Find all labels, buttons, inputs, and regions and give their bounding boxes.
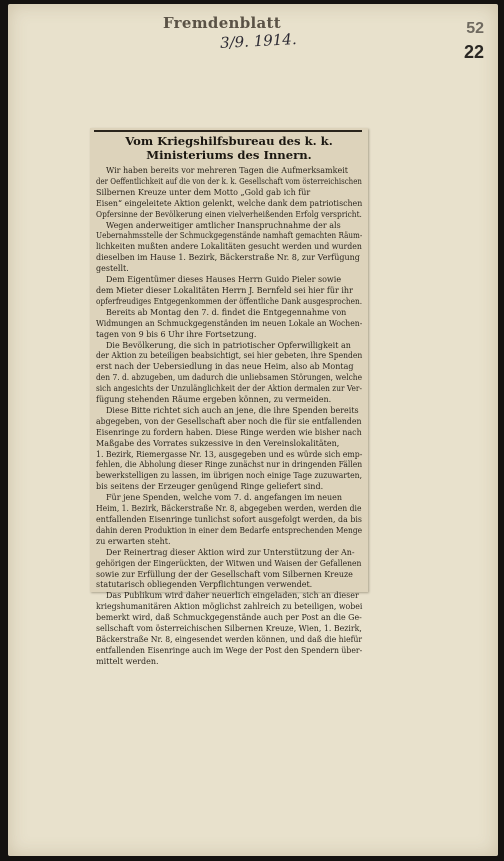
clipping-line: zu erwarten steht. <box>96 536 171 546</box>
clipping-line: der Aktion zu beteiligen beabsichtigt, sei hier gebeten, ihre Spenden <box>96 351 363 361</box>
clipping-line: opferfreudiges Entgegenkommen der öffentliche Dank ausgesprochen. <box>96 296 363 306</box>
clipping-title: Vom Kriegshilfsbureau des k. k. Ministeriums des Innern. <box>125 134 333 162</box>
clipping-line: Silbernen Kreuze unter dem Motto „Gold gab ich für <box>96 187 311 197</box>
clipping-line: fügung stehenden Räume ergeben können, zu vermeiden. <box>96 395 332 405</box>
clipping-line: Heim, 1. Bezirk, Bäckerstraße Nr. 8, abgegeben werden, werden die <box>96 504 362 514</box>
clipping-line: abgegeben, von der Gesellschaft aber noch die für sie entfallenden <box>96 416 362 426</box>
clipping-line: Eisenringe zu fordern haben. Diese Ringe werden wie bisher nach <box>96 427 362 437</box>
clipping-line: tagen von 9 bis 6 Uhr ihre Fortsetzung. <box>96 329 257 339</box>
clipping-line: Die Bevölkerung, die sich in patriotischer Opferwilligkeit an <box>106 340 351 350</box>
clipping-line: Uebernahmsstelle der Schmuckgegenstände namhaft gemachten Räum- <box>96 231 363 241</box>
archive-number-top: 52 <box>466 20 484 37</box>
clipping-line: sowie zur Erfüllung der der Gesellschaft vom Silbernen Kreuze <box>96 569 353 579</box>
clipping-line: dahin deren Produktion in einer dem Bedarfe entsprechenden Menge <box>96 525 363 535</box>
clipping-line: Maßgabe des Vorrates sukzessive in den Vereinslokalitäten, <box>96 438 340 448</box>
clipping-line: der Oeffentlichkeit auf die von der k. k. Gesellschaft vom österreichischen <box>96 176 362 186</box>
clipping-line: bewerkstelligen zu lassen, im übrigen noch einige Tage zuzuwarten, <box>96 471 363 481</box>
clipping-line: den 7. d. abzugeben, um dadurch die unliebsamen Störungen, welche <box>96 373 363 383</box>
clipping-line: Wegen anderweitiger amtlicher Inanspruchnahme der als <box>106 220 341 230</box>
clipping-line: bis seitens der Erzeuger genügend Ringe geliefert sind. <box>96 482 324 492</box>
clipping-line: Widmungen an Schmuckgegenständen im neuen Lokale an Wochen- <box>96 318 363 328</box>
clipping-line: mittelt werden. <box>96 656 159 666</box>
clipping-line: entfallenden Eisenringe tunlichst sofort ausgefolgt werden, da bis <box>96 515 362 524</box>
clipping-line: Bereits ab Montag den 7. d. findet die Entgegennahme von <box>106 307 347 317</box>
newspaper-stamp: Fremdenblatt <box>163 14 282 32</box>
clipping-line: lichkeiten mußten andere Lokalitäten gesucht werden und wurden <box>96 242 362 252</box>
clipping-line: gestellt. <box>96 264 129 274</box>
clipping-line: gehörigen der Eingerückten, der Witwen und Waisen der Gefallenen <box>96 558 362 568</box>
clipping-line: kriegshumanitären Aktion möglichst zahlreich zu beteiligen, wobei <box>96 602 363 612</box>
clipping-line: sellschaft vom österreichischen Silbernen Kreuze, Wien, 1. Bezirk, <box>96 624 362 634</box>
clipping-line: entfallenden Eisenringe auch im Wege der Post den Spendern über- <box>96 645 363 655</box>
clipping-line: 1. Bezirk, Riemergasse Nr. 13, ausgegeben und es würde sich emp- <box>96 449 363 459</box>
clipping-body <box>96 166 362 668</box>
clipping-line: bemerkt wird, daß Schmuckgegenstände auch per Post an die Ge- <box>96 613 362 623</box>
clipping-line: dieselben im Hause 1. Bezirk, Bäckerstraße Nr. 8, zur Verfügung <box>96 253 360 263</box>
clipping-line: Das Publikum wird daher neuerlich eingeladen, sich an dieser <box>106 591 359 601</box>
handwritten-date: 3/9. 1914. <box>219 30 298 52</box>
clipping-line: Der Reinertrag dieser Aktion wird zur Unterstützung der An- <box>106 547 355 557</box>
clipping-line: Eisen“ eingeleitete Aktion gelenkt, welche dank dem patriotischen <box>96 198 363 208</box>
clipping-line: erst nach der Uebersiedlung in das neue Heim, also ab Montag <box>96 362 354 372</box>
clipping-line: statutarisch obliegenden Verpflichtungen verwendet. <box>96 580 313 590</box>
clipping-line: Diese Bitte richtet sich auch an jene, die ihre Spenden bereits <box>106 405 359 415</box>
clipping-line: sich angesichts der Unzulänglichkeit der der Aktion dermalen zur Ver- <box>96 384 362 394</box>
clipping-line: Bäckerstraße Nr. 8, eingesendet werden können, und daß die hiefür <box>96 634 363 644</box>
clipping-line: Für jene Spenden, welche vom 7. d. angefangen im neuen <box>106 493 343 503</box>
clipping-line: fehlen, die Abholung dieser Ringe zunächst nur in dringenden Fällen <box>96 460 363 470</box>
clipping-line: dem Mieter dieser Lokalitäten Herrn J. Bernfeld sei hier für ihr <box>96 285 353 295</box>
clipping-line: Wir haben bereits vor mehreren Tagen die Aufmerksamkeit <box>106 166 348 175</box>
clipping-line: Dem Eigentümer dieses Hauses Herrn Guido Pieler sowie <box>106 275 342 285</box>
archive-number-bottom: 22 <box>463 42 484 62</box>
newspaper-clipping <box>90 128 368 666</box>
clipping-top-rule <box>94 130 362 132</box>
clipping-line: Opfersinne der Bevölkerung einen vielverheißenden Erfolg verspricht. <box>96 209 362 219</box>
